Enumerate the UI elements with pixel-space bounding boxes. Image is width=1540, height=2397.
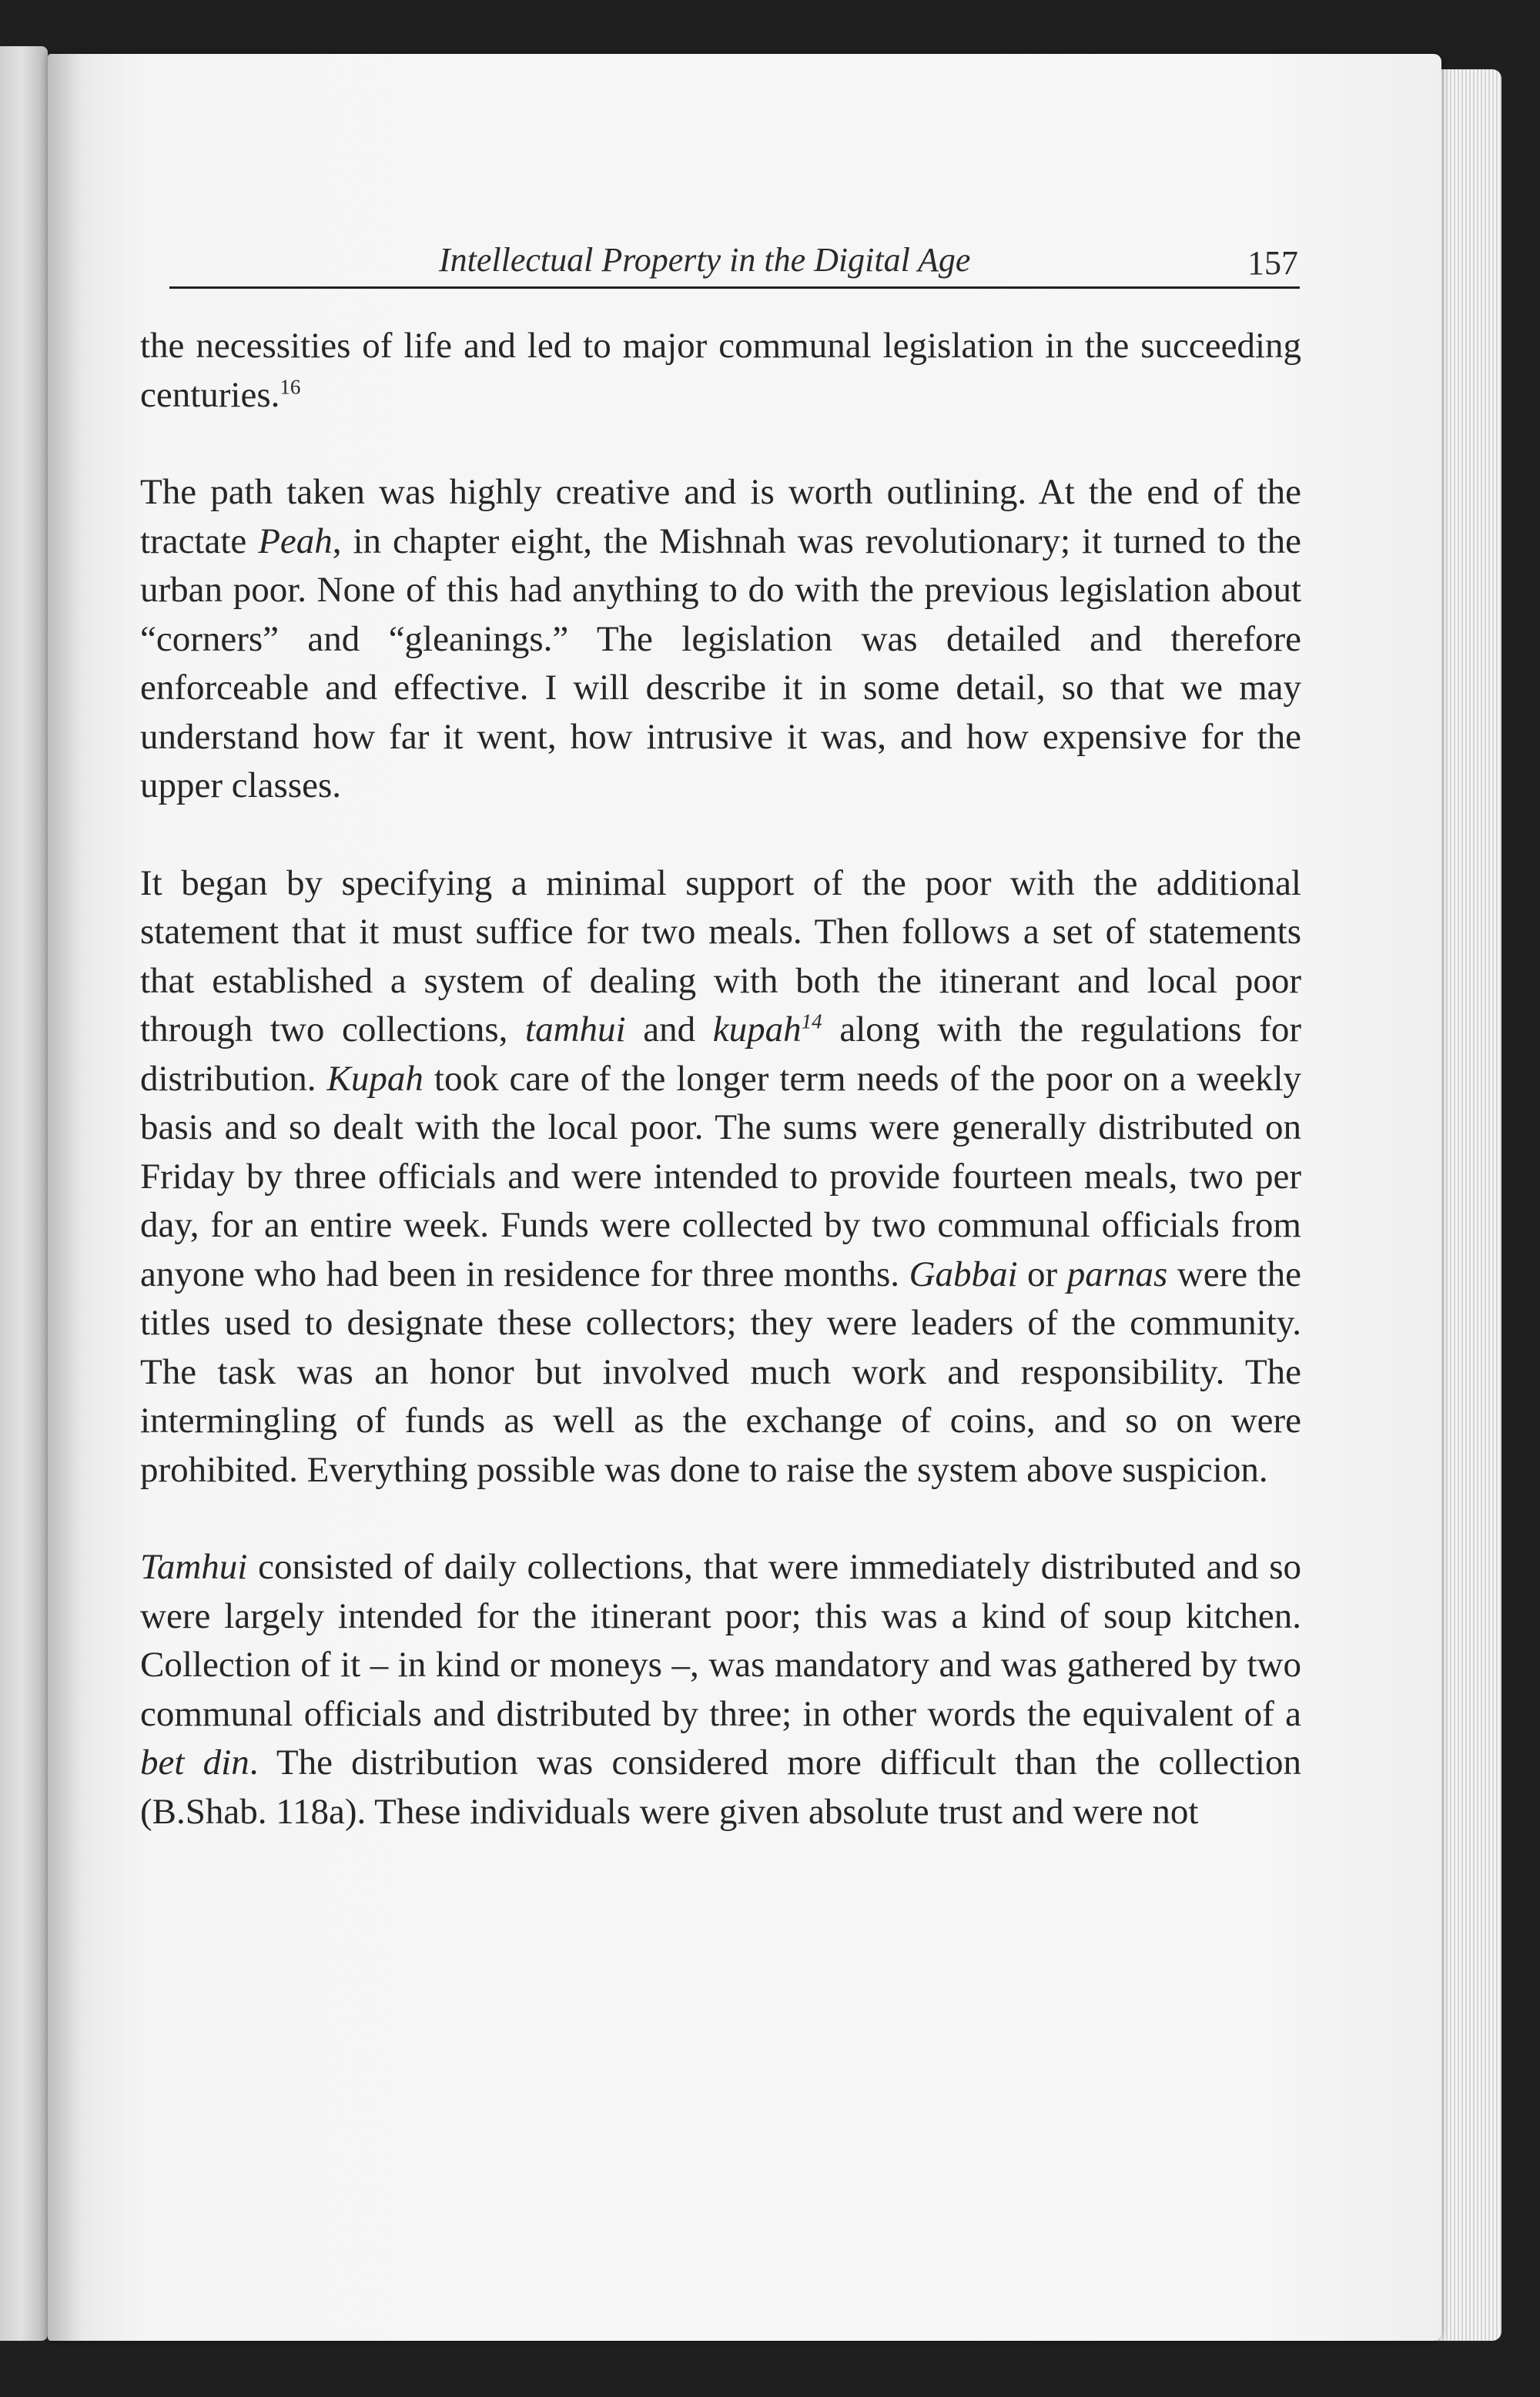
running-header [169, 240, 1300, 289]
page-number: 157 [1247, 244, 1298, 282]
paragraph-1 [140, 322, 1301, 420]
paragraph-4-text-b: . The distribution was considered more difficult than the collection (B.Shab. 118a). These individuals were given absolute trust and were not [140, 1743, 1301, 1832]
previous-page-edge [0, 46, 48, 2341]
footnote-16-marker: 16 [280, 374, 301, 398]
paragraph-4-text-a: consisted of daily collections, that were immediately distributed and so were largely intended for the itinerant poor; this was a kind of soup kitchen. Collection of it – in kind or moneys –, was mandatory and was gathered by two communal officials and distributed by three; in other words the equivalent of a [140, 1547, 1301, 1734]
term-kupah: kupah [712, 1009, 802, 1050]
paragraph-3-text-a: It began by specifying a minimal support of the poor with the additional statement that it must suffice for two meals. Then follows a set of statements that established a system of dealing with both the itinerant and local poor through two collections, [140, 862, 1301, 1050]
paragraph-3-text-d: were the titles used to designate these collectors; they were leaders of the community. The task was an honor but involved much work and responsibility. The intermingling of funds as well as the exchange of coins, and so on were prohibited. Everything possible was done to raise the system above suspicion. [140, 1254, 1302, 1490]
paragraph-3-and: and [625, 1009, 713, 1050]
paragraph-4 [140, 1543, 1301, 1836]
paragraph-2-text-a: The path taken was highly creative and is worth outlining. At the end of the tractate [140, 472, 1301, 561]
term-tamhui: tamhui [525, 1009, 626, 1050]
footnote-14-marker [802, 1009, 822, 1033]
term-peah: Peah [258, 521, 333, 561]
term-gabbai: Gabbai [909, 1254, 1018, 1294]
paragraph-2-text-b: , in chapter eight, the Mishnah was revolutionary; it turned to the urban poor. None of this had anything to do with the previous legislation about “corners” and “gleanings.” The legislation was detailed and therefore enforceable and effective. I will describe it in some detail, so that we may understand how far it went, how intrusive it was, and how expensive for the upper classes. [140, 521, 1301, 805]
body-text [140, 322, 1301, 1836]
footnote-14-number: 14 [801, 1009, 822, 1033]
paragraph-3-or: or [1017, 1254, 1067, 1294]
paragraph-1-text: the necessities of life and led to major communal legislation in the succeeding centuries. [140, 326, 1301, 415]
paragraph-3-text-c: took care of the longer term needs of the poor on a weekly basis and so dealt with the local poor. The sums were generally distributed on Friday by three officials and were intended to provide fourteen meals, two per day, for an entire week. Funds were collected by two communal officials from anyone who had been in residence for three months. [140, 1058, 1301, 1294]
paragraph-3 [140, 859, 1301, 1495]
paragraph-2 [140, 468, 1301, 811]
page-stack-edge [1436, 69, 1502, 2341]
term-bet-din: bet din [140, 1743, 249, 1783]
running-title: Intellectual Property in the Digital Age [439, 241, 971, 279]
term-parnas: parnas [1066, 1254, 1168, 1294]
paragraph-3-text-b: along with the regulations for distribution. [140, 1009, 1301, 1099]
term-tamhui-2: Tamhui [140, 1547, 248, 1587]
term-kupah-2: Kupah [326, 1058, 424, 1099]
